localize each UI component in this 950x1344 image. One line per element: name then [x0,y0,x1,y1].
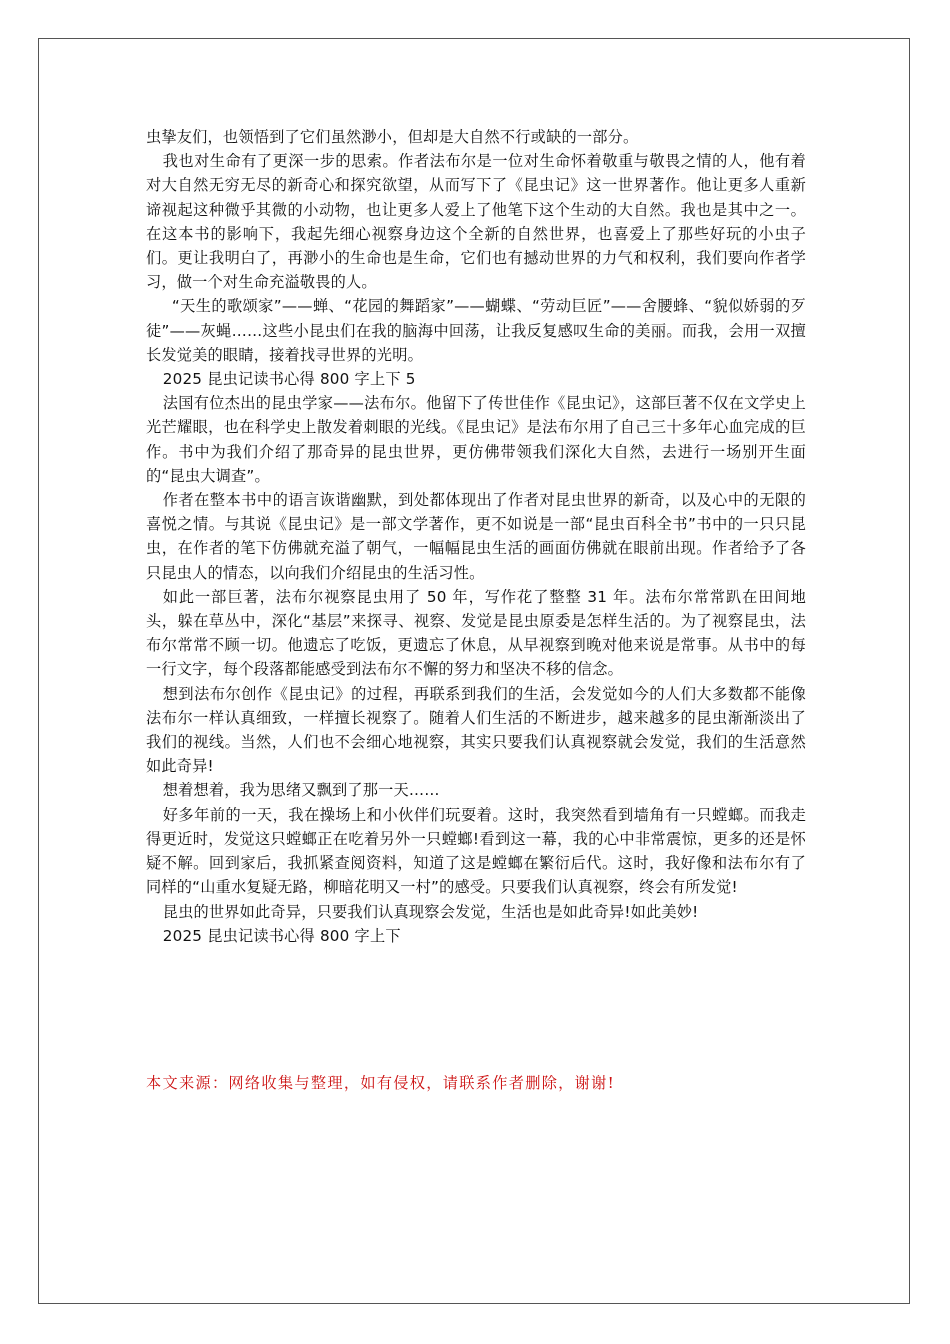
paragraph-continuation: 虫挚友们，也领悟到了它们虽然渺小，但却是大自然不行或缺的一部分。 [146,128,639,146]
paragraph-insect-titles: “天生的歌颂家”——蝉、“花园的舞蹈家”——蝴蝶、“劳动巨匠”——舍腰蜂、“貌似娇弱的歹徒”——灰蝇……这些小昆虫们在我的脑海中回荡，让我反复感叹生命的美丽。而我，会用一双擅长发觉美的眼睛，接着找寻世界的光明。 [146,297,806,364]
paragraph-language-style: 作者在整本书中的语言诙谐幽默，到处都体现出了作者对昆虫世界的新奇，以及心中的无限的喜悦之情。与其说《昆虫记》是一部文学著作，更不如说是一部“昆虫百科全书”书中的一只只昆虫，在作者的笔下仿佛就充溢了朝气，一幅幅昆虫生活的画面仿佛就在眼前出现。作者给予了各只昆虫人的情态，以向我们介绍昆虫的生活习性。 [146,491,806,582]
paragraph-reflection: 我也对生命有了更深一步的思索。作者法布尔是一位对生命怀着敬重与敬畏之情的人，他有着对大自然无穷无尽的新奇心和探究欲望，从而写下了《昆虫记》这一世界著作。他让更多人重新谛视起这种微乎其微的小动物，也让更多人爱上了他笔下这个生动的大自然。我也是其中之一。在这本书的影响下，我起先细心视察身边这个全新的自然世界，也喜爱上了那些好玩的小虫子们。更让我明白了，再渺小的生命也是生命，它们也有撼动世界的力气和权利，我们要向作者学习，做一个对生命充溢敬畏的人。 [146,152,806,292]
section-heading-5: 2025 昆虫记读书心得 800 字上下 5 [162,370,416,389]
document-body [146,125,806,948]
paragraph-mantis-story: 好多年前的一天，我在操场上和小伙伴们玩耍着。这时，我突然看到墙角有一只螳螂。而我走得更近时，发觉这只螳螂正在吃着另外一只螳螂!看到这一幕，我的心中非常震惊，更多的还是怀疑不解。回到家后，我抓紧查阅资料，知道了这是螳螂在繁衍后代。这时，我好像和法布尔有了同样的“山重水复疑无路，柳暗花明又一村”的感受。只要我们认真视察，终会有所发觉! [146,805,806,897]
paragraph-conclusion: 昆虫的世界如此奇异，只要我们认真现察会发觉，生活也是如此奇异!如此美妙! [162,902,699,921]
source-note: 本文来源：网络收集与整理，如有侵权，请联系作者删除，谢谢! [146,1074,616,1092]
paragraph-our-life: 想到法布尔创作《昆虫记》的过程，再联系到我们的生活，会发觉如今的人们大多数都不能像法布尔一样认真细致，一样擅长视察了。随着人们生活的不断进步，越来越多的昆虫渐渐淡出了我们的视线。当然，人们也不会细心地视察，其实只要我们认真视察就会发觉，我们的生活意然如此奇异! [146,684,806,776]
section-heading-closing: 2025 昆虫记读书心得 800 字上下 [162,926,401,945]
paragraph-memory-intro: 想着想着，我为思绪又飘到了那一天…… [162,781,440,800]
paragraph-fabre-intro: 法国有位杰出的昆虫学家——法布尔。他留下了传世佳作《昆虫记》，这部巨著不仅在文学史上光芒耀眼，也在科学史上散发着刺眼的光线。《昆虫记》是法布尔用了自己三十多年心血完成的巨作。书中为我们介绍了那奇异的昆虫世界，更仿佛带领我们深化大自然，去进行一场别开生面的“昆虫大调查”。 [146,394,806,485]
paragraph-fabre-observation: 如此一部巨著，法布尔视察昆虫用了 50 年，写作花了整整 31 年。法布尔常常趴在田间地头，躲在草丛中，深化“基层”来探寻、视察、发觉是昆虫原委是怎样生活的。为了视察昆虫，法布尔常常不顾一切。他遗忘了吃饭，更遗忘了休息，从早视察到晚对他来说是常事。从书中的每一行文字，每个段落都能感受到法布尔不懈的努力和坚决不移的信念。 [146,587,806,679]
